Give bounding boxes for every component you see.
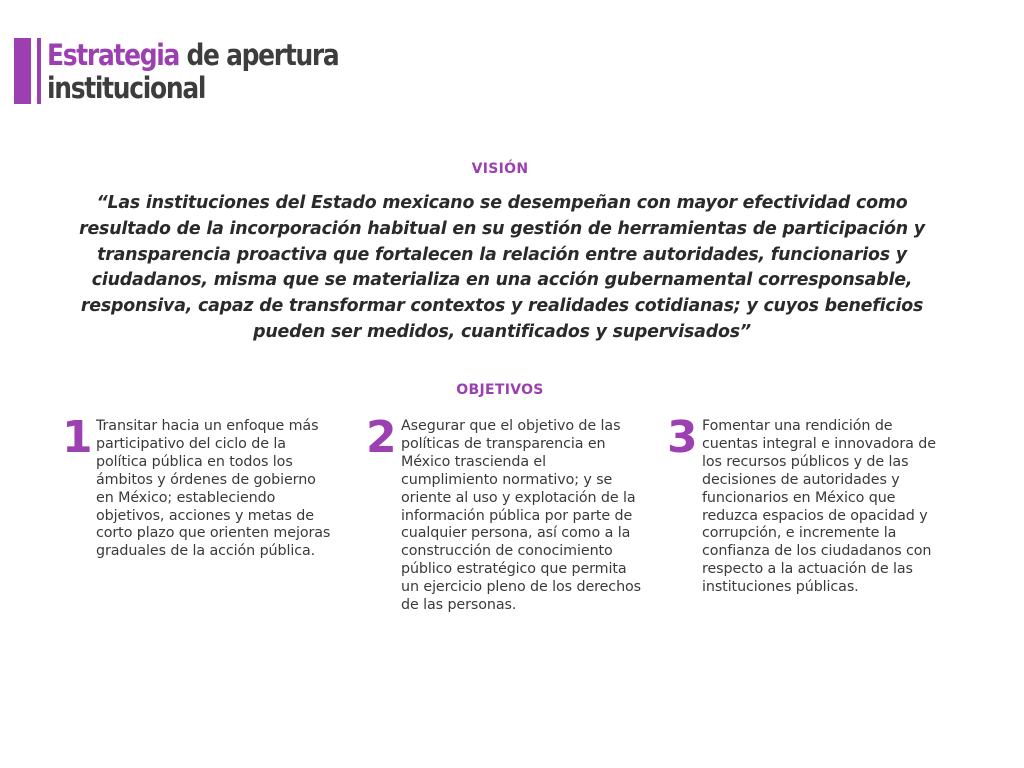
header-accent-bar (14, 38, 31, 104)
objective-text: Fomentar una rendición de cuentas integral e innovadora de los recursos públicos y de las decisiones de autoridades y funcionarios en México que reduzca espacios de opacidad y corrupción, e incremente la confianza de los ciudadanos con respecto a la actuación de las instituciones públicas. (702, 418, 936, 596)
header-accent-line (37, 38, 41, 104)
objective-number: 2 (366, 412, 397, 463)
objectives-heading: OBJETIVOS (456, 382, 544, 398)
objective-text: Transitar hacia un enfoque más participativo del ciclo de la política pública en todos los ámbitos y órdenes de gobierno en México; estableciendo objetivos, acciones y metas de corto plazo que orienten mejoras graduales de la acción pública. (96, 418, 331, 560)
objective-number: 1 (62, 412, 93, 463)
objective-text: Asegurar que el objetivo de las políticas de transparencia en México trascienda el cumplimiento normativo; y se oriente al uso y explotación de la información pública por parte de cualquier persona, así como a la construcción de conocimiento público estratégico que permita un ejercicio pleno de los derechos de las personas. (401, 418, 642, 614)
page-title-highlight: Estrategia (47, 38, 180, 72)
vision-heading: VISIÓN (471, 161, 529, 177)
page-title (47, 39, 338, 105)
page-title-line2: institucional (47, 71, 206, 105)
page-header (14, 38, 414, 104)
vision-statement: “Las instituciones del Estado mexicano se desempeñan con mayor efectividad como resultado de la incorporación habitual en su gestión de herramientas de participación y transparencia proactiva que fortalecen la relación entre autoridades, funcionarios y ciudadanos, misma que se materializa en una acción gubernamental corresponsable, responsiva, capaz de transformar contextos y realidades cotidianas; y cuyos beneficios pueden ser medidos, cuantificados y supervisados” (79, 193, 925, 342)
objective-number: 3 (667, 412, 698, 463)
page-title-rest: de apertura (179, 38, 339, 72)
